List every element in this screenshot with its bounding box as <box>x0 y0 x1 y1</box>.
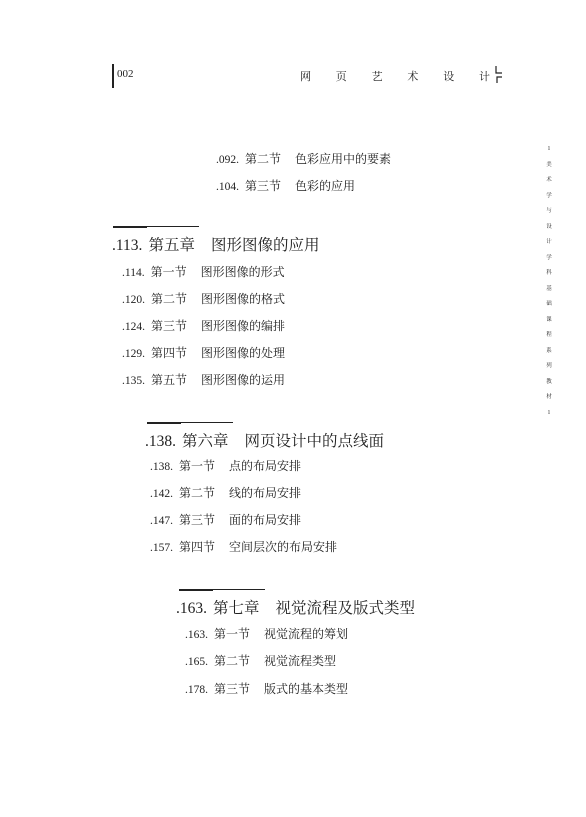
toc-entry-title: 视觉流程的筹划 <box>264 627 349 641</box>
toc-entry[interactable] <box>150 457 301 474</box>
toc-entry[interactable] <box>150 538 337 555</box>
side-char: 计 <box>546 239 552 245</box>
chapter-title: 视觉流程及版式类型 <box>275 599 416 617</box>
chapter-heading[interactable] <box>176 596 415 618</box>
running-title-char: 计 <box>478 70 490 83</box>
toc-entry[interactable] <box>216 177 355 194</box>
toc-entry-page: .163. <box>185 629 208 641</box>
toc-entry-section: 第三节 <box>179 513 216 527</box>
corner-mark-icon <box>494 64 504 84</box>
toc-entry-page: .114. <box>122 267 145 279</box>
side-char: 课 <box>546 316 552 323</box>
toc-entry[interactable] <box>216 150 391 167</box>
toc-entry-section: 第二节 <box>214 654 251 668</box>
toc-entry-title: 图形图像的处理 <box>201 346 286 360</box>
toc-entry-section: 第三节 <box>214 682 251 696</box>
chapter-heading[interactable] <box>112 233 319 255</box>
toc-entry-section: 第一节 <box>179 459 216 473</box>
toc-entry-page: .157. <box>150 542 173 554</box>
toc-entry-page: .135. <box>122 375 145 387</box>
toc-entry[interactable] <box>150 511 301 528</box>
chapter-rule <box>179 589 265 591</box>
toc-entry-section: 第二节 <box>151 292 188 306</box>
toc-entry-title: 版式的基本类型 <box>264 682 349 696</box>
toc-entry-page: .138. <box>150 461 173 473</box>
running-title-char: 设 <box>443 70 455 83</box>
toc-entry-title: 点的布局安排 <box>229 459 302 473</box>
side-char: 学 <box>546 192 552 199</box>
side-char: 术 <box>546 177 552 183</box>
running-title-char: 术 <box>407 70 419 83</box>
chapter-name: 第五章 <box>148 236 195 254</box>
toc-entry-title: 线的布局安排 <box>229 486 302 500</box>
toc-entry[interactable] <box>122 290 285 307</box>
toc-entry-section: 第四节 <box>179 540 216 554</box>
toc-entry-title: 图形图像的编排 <box>201 319 286 333</box>
side-char: l <box>548 409 550 416</box>
side-char: 设 <box>546 223 552 230</box>
side-series-title <box>544 146 554 425</box>
toc-entry-page: .092. <box>216 154 239 166</box>
toc-entry-page: .165. <box>185 656 208 668</box>
chapter-rule <box>147 422 233 424</box>
side-char: 基 <box>546 285 552 292</box>
toc-entry-section: 第一节 <box>150 265 187 279</box>
toc-entry[interactable] <box>122 371 285 388</box>
toc-entry-page: .142. <box>150 488 173 500</box>
chapter-title: 图形图像的应用 <box>210 236 320 254</box>
chapter-page: .163. <box>176 600 207 617</box>
toc-entry-title: 图形图像的格式 <box>201 292 286 306</box>
toc-entry[interactable] <box>122 317 285 334</box>
side-char: 与 <box>546 208 552 214</box>
toc-entry-section: 第一节 <box>214 627 251 641</box>
chapter-name: 第六章 <box>182 432 229 450</box>
side-char: 科 <box>546 270 552 276</box>
chapter-page: .113. <box>112 237 143 254</box>
side-char: 教 <box>546 378 552 385</box>
running-title-char: 艺 <box>371 70 383 83</box>
toc-entry[interactable] <box>122 263 285 280</box>
chapter-title: 网页设计中的点线面 <box>244 432 385 450</box>
running-title <box>300 68 490 84</box>
toc-entry-section: 第二节 <box>245 152 282 166</box>
toc-entry-title: 空间层次的布局安排 <box>229 540 338 554</box>
toc-entry-title: 面的布局安排 <box>229 513 302 527</box>
chapter-name: 第七章 <box>213 599 260 617</box>
toc-entry-section: 第三节 <box>151 319 188 333</box>
toc-entry[interactable] <box>185 680 348 697</box>
toc-entry[interactable] <box>122 344 285 361</box>
side-char: l <box>548 146 550 152</box>
side-char: 美 <box>546 161 552 168</box>
side-char: 列 <box>546 363 552 369</box>
side-char: 学 <box>546 254 552 261</box>
toc-entry-title: 图形图像的运用 <box>201 373 286 387</box>
chapter-rule <box>113 226 199 228</box>
chapter-heading[interactable] <box>145 429 384 451</box>
toc-entry-section: 第五节 <box>151 373 188 387</box>
side-char: 材 <box>546 394 552 400</box>
toc-entry[interactable] <box>185 652 336 669</box>
page-number: 002 <box>117 68 134 80</box>
toc-entry-page: .124. <box>122 321 145 333</box>
toc-entry[interactable] <box>150 484 301 501</box>
toc-entry-page: .120. <box>122 294 145 306</box>
toc-entry-title: 图形图像的形式 <box>200 265 285 279</box>
side-char: 系 <box>546 347 552 354</box>
toc-entry-page: .178. <box>185 684 208 696</box>
toc-entry-title: 色彩应用中的要素 <box>295 152 392 166</box>
chapter-page: .138. <box>145 433 176 450</box>
toc-entry-section: 第二节 <box>179 486 216 500</box>
side-char: 程 <box>546 332 552 338</box>
toc-entry-page: .129. <box>122 348 145 360</box>
side-char: 础 <box>546 301 552 307</box>
running-title-char: 页 <box>335 70 347 83</box>
header-bar <box>112 64 114 88</box>
running-title-char: 网 <box>300 70 311 83</box>
toc-entry[interactable] <box>185 625 348 642</box>
toc-entry-section: 第四节 <box>151 346 188 360</box>
toc-entry-section: 第三节 <box>245 179 282 193</box>
toc-entry-page: .104. <box>216 181 239 193</box>
toc-entry-title: 视觉流程类型 <box>264 654 337 668</box>
toc-entry-title: 色彩的应用 <box>295 179 356 193</box>
toc-entry-page: .147. <box>150 515 173 527</box>
